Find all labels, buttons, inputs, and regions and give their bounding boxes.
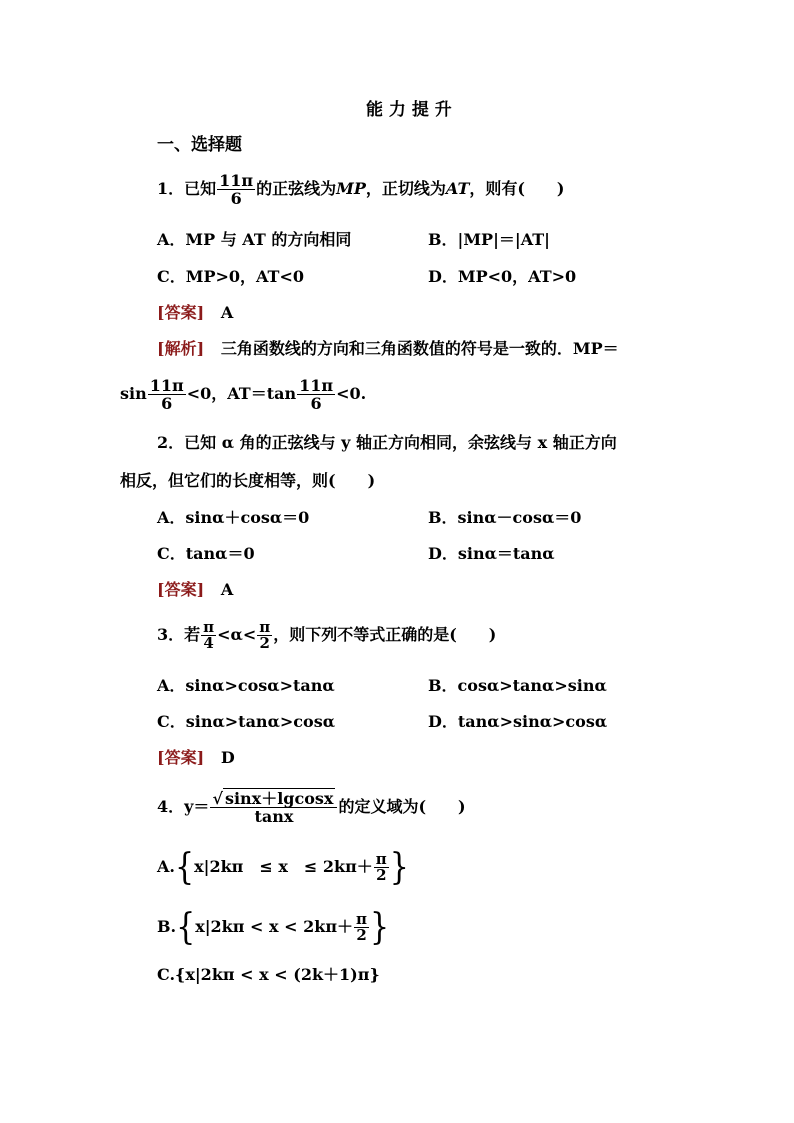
q2-option-d: D．sinα＝tanα: [428, 544, 555, 563]
answer-value: A: [220, 580, 234, 599]
fraction-numerator: 11π: [299, 376, 334, 395]
page-title: 能 力 提 升: [366, 100, 452, 120]
q1-answer-row: [157, 303, 233, 323]
question-1-stem: [157, 172, 565, 207]
fraction-domain-expression: [210, 790, 337, 825]
analysis-tan: <0，AT＝tan: [186, 384, 297, 403]
question-3-stem: [157, 620, 496, 651]
option-body: x|2kπ ≤ x ≤ 2kπ＋: [194, 857, 373, 876]
fraction-denominator: 2: [356, 926, 367, 944]
analysis-end: <0.: [336, 384, 367, 403]
q1-option-a: A．MP 与 AT 的方向相同: [157, 230, 352, 249]
q4-stem-suffix: 的定义域为( ): [338, 797, 466, 816]
sqrt-expression: sinx＋lgcosx: [224, 789, 334, 808]
option-body: x|2kπ < x < 2kπ＋: [195, 917, 354, 936]
fraction-numerator: π: [203, 618, 215, 636]
q4-stem-prefix: 4．y＝: [157, 797, 210, 816]
q4-option-a: [157, 845, 409, 888]
option-body: {x|2kπ < x < (2k＋1)π}: [175, 965, 380, 984]
q1-stem-suffix: ，则有( ): [469, 179, 565, 198]
q3-inequality: <α<: [217, 625, 257, 644]
fraction-denominator: 4: [203, 634, 214, 652]
q4-option-c: [157, 965, 380, 985]
fraction-numerator: 11π: [219, 171, 254, 190]
q1-option-d: D．MP<0，AT>0: [428, 267, 577, 286]
question-2-stem-line1: 2．已知 α 角的正弦线与 y 轴正方向相同，余弦线与 x 轴正方向: [157, 433, 617, 452]
fraction-denominator: tanx: [254, 807, 294, 826]
fraction-pi-4: [201, 620, 216, 651]
fraction-denominator: 6: [161, 394, 173, 413]
section-heading: 一、选择题: [157, 135, 242, 155]
fraction-denominator: 6: [310, 394, 322, 413]
fraction-denominator: 2: [376, 866, 387, 884]
q2-option-a: A．sinα＋cosα＝0: [157, 508, 310, 527]
answer-tag: [答案]: [157, 580, 205, 599]
q1-stem-text: 的正弦线为: [256, 179, 337, 198]
left-brace: {: [174, 845, 195, 888]
fraction-pi-2: [374, 852, 389, 883]
q3-stem-suffix: ，则下列不等式正确的是( ): [273, 625, 497, 644]
q3-option-d: D．tanα>sinα>cosα: [428, 712, 608, 731]
q3-answer-row: [157, 748, 235, 768]
left-brace: {: [176, 905, 196, 948]
q1-mp: MP: [336, 179, 366, 198]
answer-tag: [答案]: [157, 303, 205, 322]
q3-option-c: C．sinα>tanα>cosα: [157, 712, 336, 731]
option-label: B.: [157, 917, 177, 936]
fraction-numerator: √ sinx＋lgcosx: [210, 790, 337, 808]
analysis-text: 三角函数线的方向和三角函数值的符号是一致的．MP＝: [220, 339, 619, 358]
q3-stem-prefix: 3．若: [157, 625, 201, 644]
q1-at: AT: [445, 179, 470, 198]
fraction-denominator: 2: [259, 634, 270, 652]
fraction-11pi-6: [297, 377, 335, 412]
answer-value: D: [220, 748, 235, 767]
answer-tag: [答案]: [157, 748, 205, 767]
q3-option-b: B．cosα>tanα>sinα: [428, 676, 607, 695]
q2-option-c: C．tanα＝0: [157, 544, 255, 563]
fraction-pi-2: [354, 912, 369, 943]
q3-option-a: A．sinα>cosα>tanα: [157, 676, 335, 695]
option-label: A.: [157, 857, 175, 876]
q1-stem-prefix: 1．已知: [157, 179, 217, 198]
q1-stem-text-2: ，正切线为: [365, 179, 446, 198]
fraction-numerator: π: [356, 910, 368, 928]
fraction-numerator: π: [375, 850, 387, 868]
q1-option-b: B．|MP|＝|AT|: [428, 230, 550, 249]
right-brace: }: [389, 845, 409, 888]
answer-value: A: [220, 303, 234, 322]
fraction-numerator: π: [259, 618, 271, 636]
q1-option-c: C．MP>0，AT<0: [157, 267, 305, 286]
q1-analysis-formula: [120, 377, 366, 412]
q4-option-b: [157, 905, 390, 948]
q1-analysis-row: [157, 339, 619, 359]
option-label: C.: [157, 965, 176, 984]
right-brace: }: [370, 905, 390, 948]
fraction-numerator: 11π: [149, 376, 184, 395]
fraction-pi-2: [257, 620, 272, 651]
question-4-stem: [157, 790, 466, 825]
analysis-tag: [解析]: [157, 339, 205, 358]
q2-option-b: B．sinα－cosα＝0: [428, 508, 582, 527]
fraction-11pi-6: [217, 172, 255, 207]
analysis-sin: sin: [120, 384, 147, 403]
question-2-stem-line2: 相反，但它们的长度相等，则( ): [120, 471, 376, 490]
fraction-denominator: 6: [230, 189, 242, 208]
q2-answer-row: [157, 580, 233, 600]
fraction-11pi-6: [148, 377, 186, 412]
